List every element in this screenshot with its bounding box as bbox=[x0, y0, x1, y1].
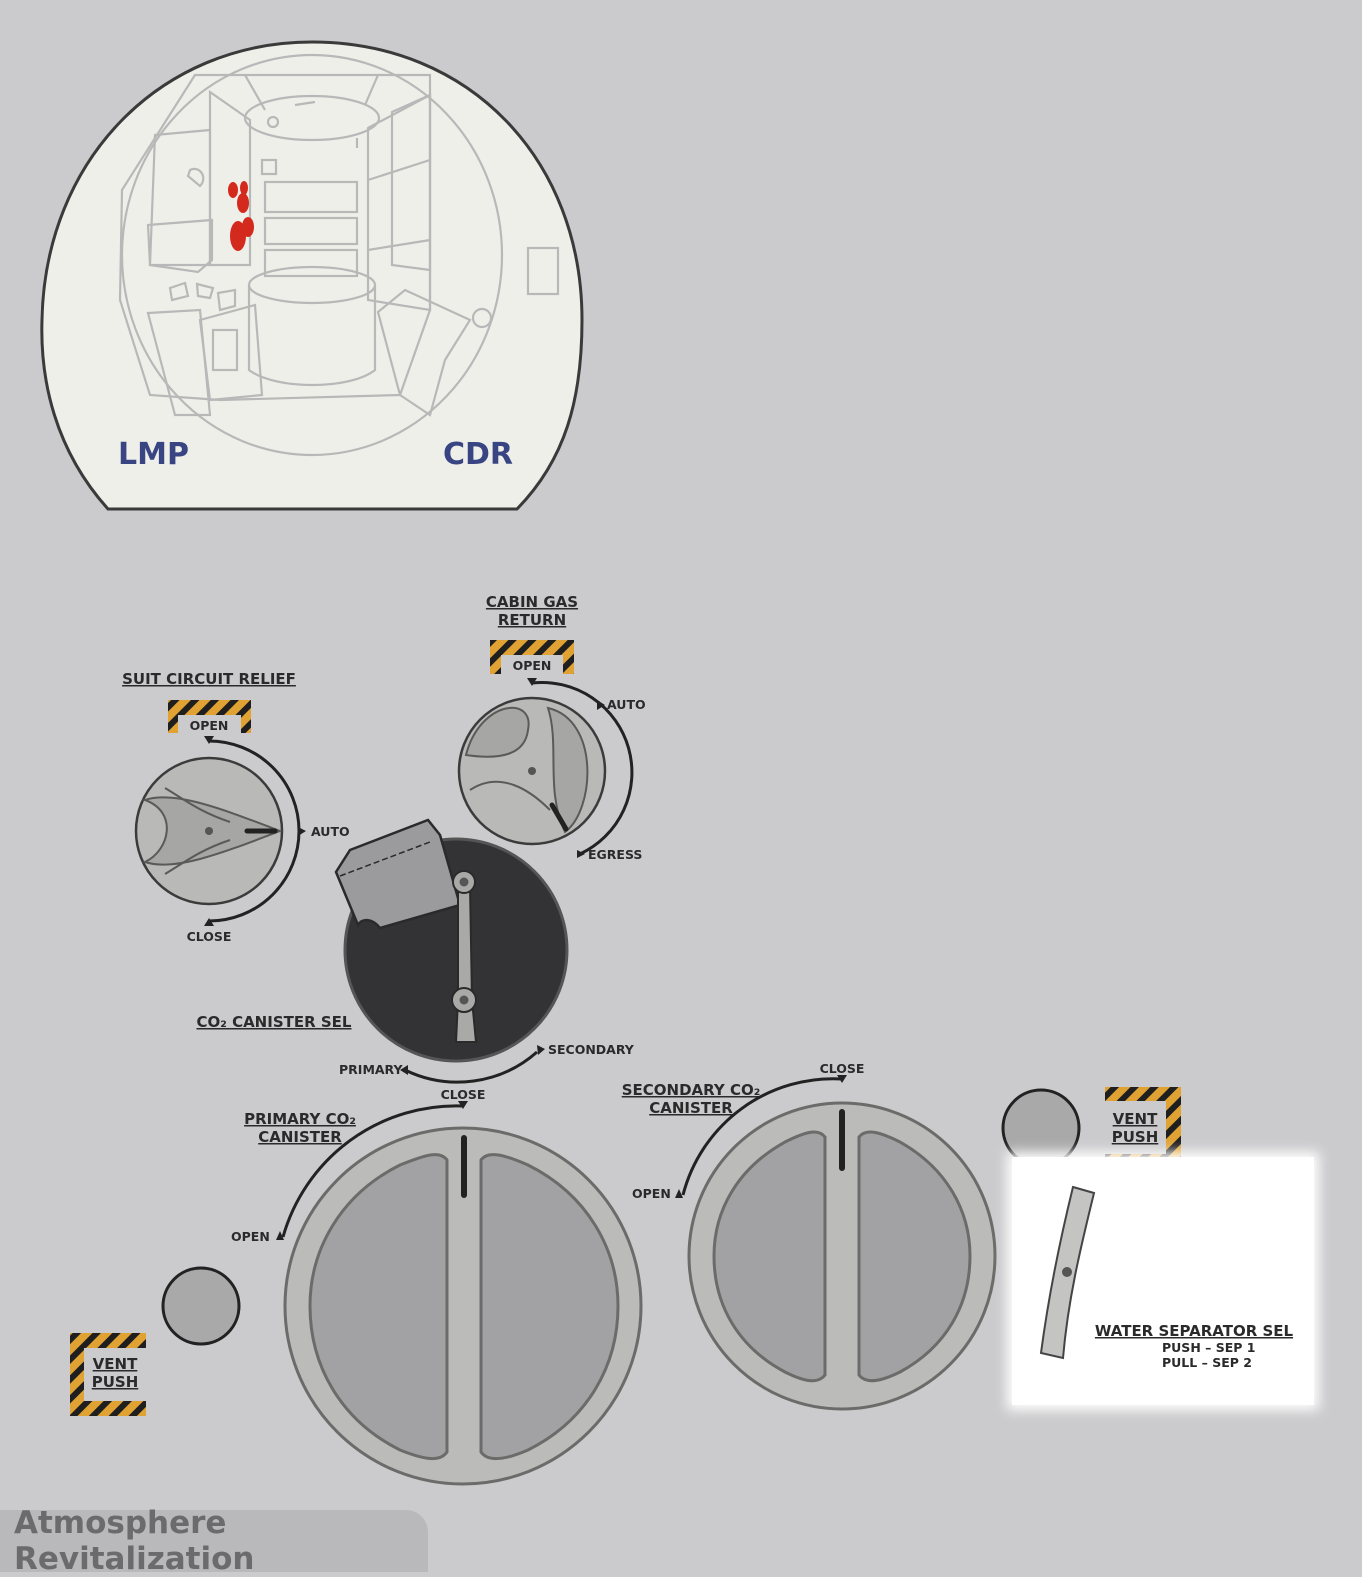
secondary-co2-title-2: CANISTER bbox=[649, 1099, 733, 1117]
cabin-gas-egress-label: EGRESS bbox=[588, 847, 643, 862]
primary-co2-title-2: CANISTER bbox=[258, 1128, 342, 1146]
suit-circuit-relief-group bbox=[122, 670, 350, 944]
co2-canister-sel-title: CO₂ CANISTER SEL bbox=[196, 1013, 352, 1031]
cabin-gas-return-group bbox=[459, 593, 646, 862]
primary-co2-open-label: OPEN bbox=[231, 1229, 270, 1244]
suit-relief-open-label: OPEN bbox=[189, 718, 229, 733]
secondary-co2-canister-knob[interactable] bbox=[689, 1103, 995, 1409]
primary-vent-label-1: VENT bbox=[92, 1355, 138, 1373]
co2-sel-primary-label: PRIMARY bbox=[339, 1062, 403, 1077]
suit-circuit-relief-knob[interactable] bbox=[136, 758, 282, 904]
suit-relief-close-label: CLOSE bbox=[186, 929, 232, 944]
primary-co2-canister-group bbox=[70, 1087, 641, 1484]
lmp-label: LMP bbox=[118, 437, 189, 472]
primary-vent-label-2: PUSH bbox=[91, 1373, 139, 1391]
section-title: Atmosphere Revitalization bbox=[14, 1505, 255, 1577]
cdr-label: CDR bbox=[443, 437, 514, 472]
co2-sel-secondary-label: SECONDARY bbox=[548, 1042, 634, 1057]
water-separator-sel-group bbox=[1007, 1110, 1319, 1410]
suit-circuit-relief-title: SUIT CIRCUIT RELIEF bbox=[122, 670, 296, 688]
secondary-vent-label-1: VENT bbox=[1112, 1110, 1158, 1128]
water-separator-push-line: PUSH – SEP 1 bbox=[1162, 1340, 1256, 1355]
primary-co2-vent-button[interactable] bbox=[163, 1268, 239, 1344]
cabin-gas-open-label: OPEN bbox=[512, 658, 552, 673]
cabin-gas-auto-label: AUTO bbox=[607, 697, 646, 712]
secondary-co2-title-1: SECONDARY CO₂ bbox=[621, 1081, 761, 1099]
primary-co2-close-label: CLOSE bbox=[440, 1087, 486, 1102]
water-separator-title: WATER SEPARATOR SEL bbox=[1094, 1322, 1294, 1340]
water-separator-pull-line: PULL – SEP 2 bbox=[1162, 1355, 1252, 1370]
co2-canister-sel-selector[interactable] bbox=[336, 820, 567, 1061]
cabin-gas-return-title-2: RETURN bbox=[497, 611, 567, 629]
secondary-vent-label-2: PUSH bbox=[1111, 1128, 1159, 1146]
primary-co2-canister-knob[interactable] bbox=[285, 1128, 641, 1484]
cabin-gas-return-knob[interactable] bbox=[459, 698, 605, 844]
suit-relief-auto-label: AUTO bbox=[311, 824, 350, 839]
section-title-tab bbox=[0, 1505, 428, 1577]
secondary-co2-close-label: CLOSE bbox=[819, 1061, 865, 1076]
secondary-co2-open-label: OPEN bbox=[632, 1186, 671, 1201]
primary-co2-title-1: PRIMARY CO₂ bbox=[244, 1110, 356, 1128]
cabin-view bbox=[42, 42, 582, 509]
cabin-gas-return-title-1: CABIN GAS bbox=[485, 593, 579, 611]
